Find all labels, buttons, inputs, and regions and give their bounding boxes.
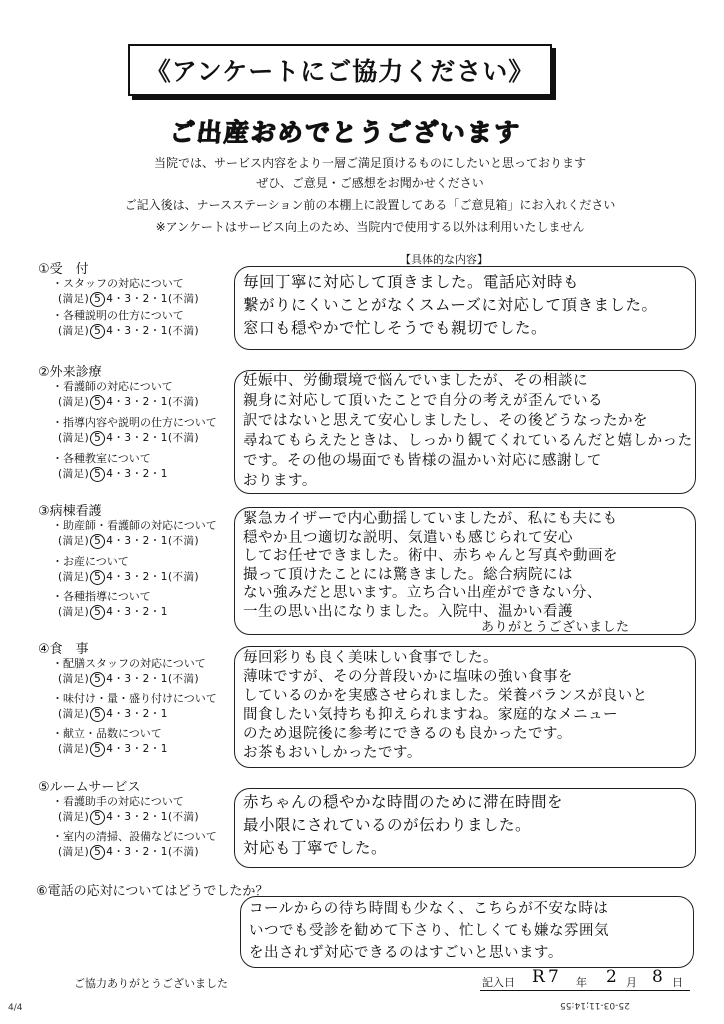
comment-text — [243, 271, 657, 340]
section-item: ・味付け・量・盛り付けについて — [52, 692, 217, 705]
section-item: ・各種説明の仕方について — [52, 309, 184, 322]
scale-dissatisfied-label: (不満) — [167, 811, 200, 823]
intro-line-3: ご記入後は、ナースステーション前の本棚上に設置してある「ご意見箱」にお入れください — [124, 198, 616, 212]
rating-circled: 5 — [90, 431, 105, 446]
rating-circled: 5 — [90, 467, 105, 482]
section-title-room-service: ⑤ルームサービス — [38, 780, 141, 795]
scale-dissatisfied-label: (不満) — [167, 325, 200, 337]
comment-line: 撮って頂けたことには驚きました。総合病院には — [243, 566, 573, 583]
scale-options: 4・3・2・1 — [106, 293, 168, 305]
entry-date-field[interactable] — [480, 967, 690, 991]
section-item: ・看護師の対応について — [52, 380, 173, 393]
comment-line: 繋がりにくいことがなくスムーズに対応して頂きました。 — [243, 296, 658, 314]
rating-scale[interactable] — [58, 810, 199, 825]
section-item: ・各種教室について — [52, 452, 151, 465]
scale-options: 4・3・2・1 — [106, 846, 168, 858]
scale-options: 4・3・2・1 — [106, 468, 168, 480]
comment-line: ない強みだと思います。立ち合い出産ができない分、 — [243, 585, 602, 601]
scale-satisfied-label: (満足) — [58, 468, 90, 480]
congratulations-heading: ご出産おめでとうございます — [168, 118, 522, 147]
section-item: ・お産について — [52, 555, 129, 568]
rating-circled: 5 — [90, 605, 105, 620]
year-unit: 年 — [576, 976, 587, 989]
scale-satisfied-label: (満足) — [58, 811, 90, 823]
scale-options: 4・3・2・1 — [106, 673, 168, 685]
comment-box-ward-nursing[interactable] — [234, 507, 696, 635]
comment-line: してお任せできました。術中、赤ちゃんと写真や動画を — [243, 548, 618, 564]
comment-line: 薄味ですが、その分普段いかに塩味の強い食事を — [243, 669, 573, 685]
rating-circled: 5 — [90, 570, 105, 585]
comment-box-reception[interactable] — [234, 266, 696, 350]
scale-satisfied-label: (満足) — [58, 325, 90, 337]
scale-dissatisfied-label: (不満) — [167, 293, 200, 305]
section-item: ・配膳スタッフの対応について — [52, 657, 206, 670]
rating-circled: 5 — [90, 395, 105, 410]
survey-title: 《アンケートにご協力ください》 — [145, 57, 535, 86]
scale-satisfied-label: (満足) — [58, 846, 90, 858]
section-title-reception: ①受 付 — [38, 262, 89, 277]
scale-options: 4・3・2・1 — [106, 432, 168, 444]
rating-circled: 5 — [90, 534, 105, 549]
scale-satisfied-label: (満足) — [58, 396, 90, 408]
rating-scale[interactable] — [58, 570, 199, 585]
rating-circled: 5 — [90, 672, 105, 687]
thanks-text: ご協力ありがとうございました — [74, 977, 228, 990]
comment-text — [243, 510, 630, 635]
section-title-phone: ⑥電話の応対についてはどうでしたか？ — [36, 884, 269, 899]
scale-dissatisfied-label: (不満) — [167, 571, 200, 583]
scale-satisfied-label: (満足) — [58, 432, 90, 444]
scale-options: 4・3・2・1 — [106, 396, 168, 408]
date-year: 7 — [548, 967, 560, 987]
scale-dissatisfied-label: (不満) — [167, 432, 200, 444]
rating-circled: 5 — [90, 707, 105, 722]
intro-line-4: ※アンケートはサービス向上のため、当院内で使用する以外は利用いたしません — [155, 220, 585, 234]
rating-scale[interactable] — [58, 742, 168, 757]
scale-options: 4・3・2・1 — [106, 535, 168, 547]
scale-dissatisfied-label: (不満) — [167, 535, 200, 547]
scale-satisfied-label: (満足) — [58, 743, 90, 755]
rating-circled: 5 — [90, 742, 105, 757]
date-era: R — [532, 967, 546, 987]
comment-box-meals[interactable] — [234, 646, 696, 768]
comment-box-phone[interactable] — [240, 896, 694, 968]
scale-options: 4・3・2・1 — [106, 571, 168, 583]
section-item: ・看護助手の対応について — [52, 795, 184, 808]
scale-satisfied-label: (満足) — [58, 535, 90, 547]
comment-line: を出されず対応できるのはすごいと思います。 — [249, 945, 563, 961]
scale-satisfied-label: (満足) — [58, 673, 90, 685]
comment-text — [243, 791, 563, 860]
comment-text — [243, 371, 693, 491]
section-item: ・スタッフの対応について — [52, 277, 184, 290]
comment-line: のため退院後に参考にできるのも良かったです。 — [243, 726, 572, 742]
rating-scale[interactable] — [58, 534, 199, 549]
scale-options: 4・3・2・1 — [106, 743, 168, 755]
comment-line: 緊急カイザーで内心動揺していましたが、私にも夫にも — [243, 511, 618, 527]
comment-line: 妊娠中、労働環境で悩んでいましたが、その相談に — [243, 373, 588, 389]
month-unit: 月 — [626, 976, 637, 989]
scale-options: 4・3・2・1 — [106, 606, 168, 618]
section-title-ward-nursing: ③病棟看護 — [38, 504, 102, 519]
section-item: ・各種指導について — [52, 590, 151, 603]
scale-dissatisfied-label: (不満) — [167, 846, 200, 858]
comment-line: 一生の思い出になりました。入院中、温かい看護 — [243, 603, 573, 620]
comment-line: しているのかを実感させられました。栄養バランスが良いと — [243, 688, 648, 704]
rating-scale[interactable] — [58, 324, 199, 339]
comment-line: 穏やか且つ適切な説明、気遣いも感じられて安心 — [243, 529, 573, 546]
rating-scale[interactable] — [58, 467, 168, 482]
scale-dissatisfied-label: (不満) — [167, 396, 200, 408]
intro-line-1: 当院では、サービス内容をより一層ご満足頂けるものにしたいと思っております — [153, 156, 586, 170]
comment-line: 親身に対応して頂いたことで自分の考えが歪んでいる — [243, 393, 603, 409]
comment-line: おります。 — [243, 473, 317, 489]
comment-line: いつでも受診を勧めて下さり、忙しくても嫌な雰囲気 — [249, 923, 609, 939]
section-item: ・指導内容や説明の仕方について — [52, 416, 217, 429]
comment-line: 間食したい気持ちも抑えられますね。家庭的なメニュー — [243, 707, 618, 723]
page-mark: 4/4 — [8, 1003, 23, 1013]
section-item: ・献立・品数について — [52, 727, 162, 740]
rating-circled: 5 — [90, 324, 105, 339]
comment-line: 訳ではないと思えて安心しましたし、その後どうなったかを — [243, 413, 648, 429]
rating-scale[interactable] — [58, 431, 199, 446]
comment-line: 窓口も穏やかで忙しそうでも親切でした。 — [243, 319, 548, 337]
scale-satisfied-label: (満足) — [58, 708, 90, 720]
date-day: 8 — [652, 967, 664, 987]
section-title-meals: ④食 事 — [38, 642, 89, 657]
scale-dissatisfied-label: (不満) — [167, 673, 200, 685]
rating-scale[interactable] — [58, 707, 168, 722]
comment-line: 尋ねてもらえたときは、しっかり観てくれているんだと嬉しかった — [243, 433, 693, 449]
comment-line: 毎回丁寧に対応して頂きました。電話応対時も — [243, 273, 580, 291]
section-item: ・助産師・看護師の対応について — [52, 519, 217, 532]
rating-scale[interactable] — [58, 845, 199, 860]
rating-circled: 5 — [90, 292, 105, 307]
survey-title-banner — [128, 44, 552, 96]
rating-scale[interactable] — [58, 605, 168, 620]
comment-text — [249, 898, 609, 964]
intro-line-2: ぜひ、ご意見・ご感想をお聞かせください — [256, 176, 484, 190]
rating-circled: 5 — [90, 810, 105, 825]
comment-box-room-service[interactable] — [234, 788, 696, 868]
rating-scale[interactable] — [58, 395, 199, 410]
scale-satisfied-label: (満足) — [58, 293, 90, 305]
scale-satisfied-label: (満足) — [58, 606, 90, 618]
rating-scale[interactable] — [58, 672, 199, 687]
comment-line: お茶もおいしかったです。 — [243, 745, 422, 761]
comment-line: 毎回彩りも良く美味しい食事でした。 — [243, 650, 498, 666]
scale-options: 4・3・2・1 — [106, 708, 168, 720]
comment-text — [243, 649, 648, 763]
comment-line: ありがとうございました — [481, 620, 630, 635]
date-label: 記入日 — [482, 976, 515, 989]
fax-timestamp: 25-03-11;14:55 — [560, 1000, 630, 1010]
date-month: 2 — [606, 967, 618, 987]
rating-circled: 5 — [90, 845, 105, 860]
comment-line: です。その他の場面でも皆様の温かい対応に感謝して — [243, 453, 602, 469]
day-unit: 日 — [672, 976, 683, 989]
section-title-outpatient: ②外来診療 — [38, 365, 102, 380]
scale-satisfied-label: (満足) — [58, 571, 90, 583]
scale-options: 4・3・2・1 — [106, 325, 168, 337]
section-item: ・室内の清掃、設備などについて — [52, 830, 217, 843]
comment-line: 対応も丁寧でした。 — [243, 839, 388, 857]
comment-line: 赤ちゃんの穏やかな時間のために滞在時間を — [243, 793, 564, 811]
rating-scale[interactable] — [58, 292, 199, 307]
comment-box-outpatient[interactable] — [234, 370, 696, 494]
comment-line: コールからの待ち時間も少なく、こちらが不安な時は — [249, 901, 609, 917]
detail-label: 【具体的な内容】 — [400, 253, 488, 266]
scale-options: 4・3・2・1 — [106, 811, 168, 823]
comment-line: 最小限にされているのが伝わりました。 — [243, 816, 532, 834]
